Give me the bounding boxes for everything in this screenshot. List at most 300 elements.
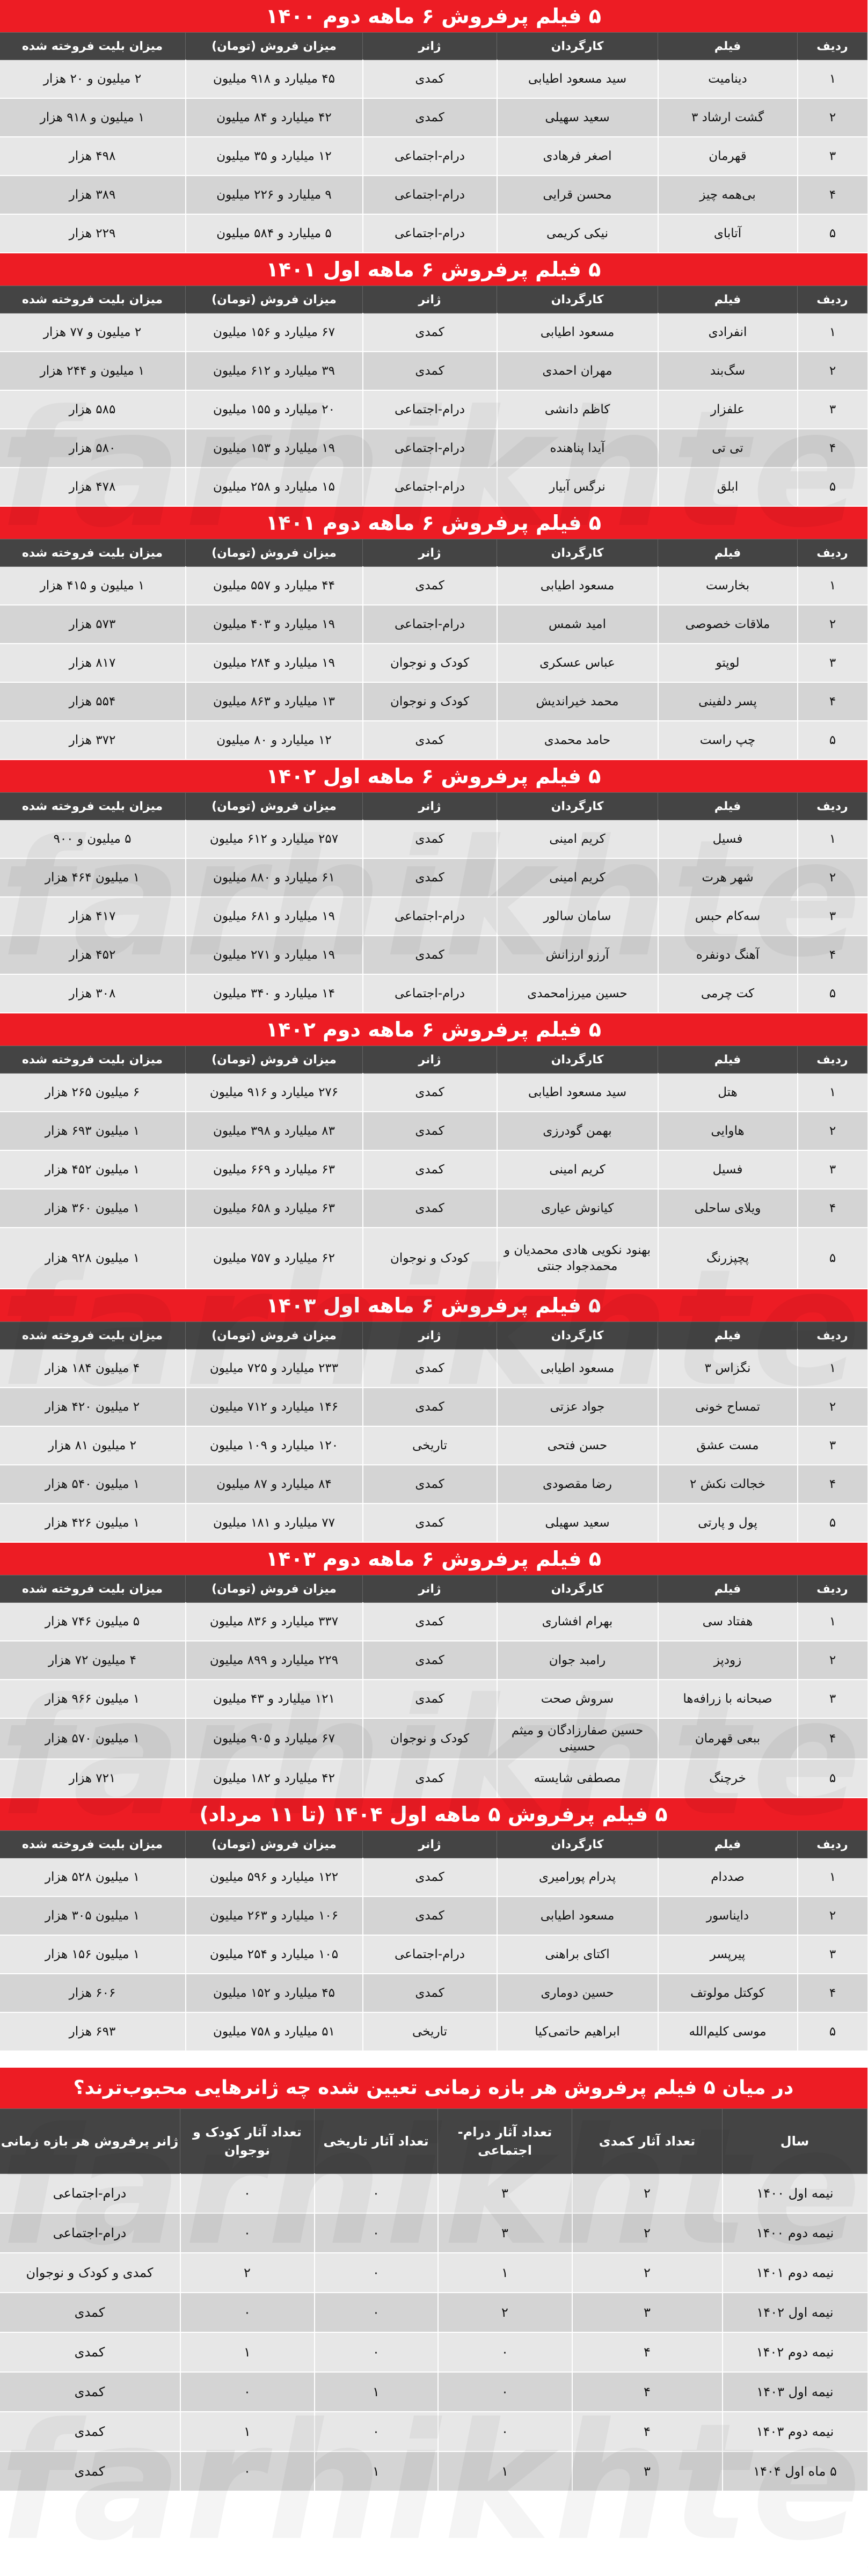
table-cell: حامد محمدی [498,721,659,760]
table-cell: حسن فتحی [498,1426,659,1465]
summary-cell: ۲ [181,2253,315,2293]
table-cell: درام-اجتماعی [363,974,498,1013]
summary-cell: ۰ [439,2332,573,2372]
table-cell: ۲ [798,605,868,644]
table-cell: ۲ میلیون و ۷۷ هزار [0,313,186,352]
table-row [0,682,868,721]
table-cell: ۵ [798,721,868,760]
table-cell: صبحانه با زرافه‌ها [659,1680,798,1718]
summary-cell: ۳ [573,2451,723,2491]
table-cell: رضا مقصودی [498,1465,659,1504]
summary-column-header: تعداد آثار درام-اجتماعی [439,2109,573,2174]
table-row [0,1388,868,1426]
table-cell: ۱ میلیون و ۴۱۵ هزار [0,567,186,605]
summary-column-header: سال [723,2109,868,2174]
table-cell: درام-اجتماعی [363,897,498,936]
table-cell: بهمن گودرزی [498,1112,659,1150]
column-header: ژانر [363,1322,498,1349]
summary-row [0,2253,868,2293]
summary-cell: درام-اجتماعی [0,2174,181,2214]
table-cell: ۱ [798,1858,868,1897]
column-header: ردیف [798,33,868,60]
summary-cell: ۰ [315,2174,439,2214]
table-cell: کمدی [363,1112,498,1150]
table-cell: ۵ [798,1504,868,1542]
table-cell: ۱۹ میلیارد و ۱۵۳ میلیون [186,429,363,468]
table-cell: قهرمان [659,137,798,176]
column-header: کارگردان [498,1575,659,1603]
table-row [0,721,868,760]
table-row [0,1935,868,1974]
summary-column-header: تعداد آثار کودک و نوجوان [181,2109,315,2174]
table-cell: تی تی [659,429,798,468]
section-title: ۵ فیلم پرفروش ۶ ماهه اول ۱۴۰۲ [0,760,868,792]
section-title: ۵ فیلم پرفروش ۶ ماهه دوم ۱۴۰۳ [0,1543,868,1575]
table-row [0,98,868,137]
table-cell: ۳ [798,1935,868,1974]
table-row [0,820,868,859]
column-header: میزان فروش (تومان) [186,1831,363,1858]
table-cell: پدرام پورامیری [498,1858,659,1897]
column-header: فیلم [659,793,798,820]
table-cell: ۶۹۳ هزار [0,2012,186,2051]
table-cell: پسر دلفینی [659,682,798,721]
table-cell: سروش صحت [498,1680,659,1718]
table-cell: ۱ میلیون ۶۹۳ هزار [0,1112,186,1150]
gap [0,2052,868,2068]
table-cell: ۳ [798,137,868,176]
summary-cell: ۲ [573,2253,723,2293]
table-cell: کودک و نوجوان [363,644,498,682]
column-header: ژانر [363,1575,498,1603]
column-header: میزان فروش (تومان) [186,1322,363,1349]
table-cell: کریم امینی [498,820,659,859]
column-header: میزان فروش (تومان) [186,1575,363,1603]
table-cell: ملاقات خصوصی [659,605,798,644]
table-row [0,2012,868,2051]
table-cell: ۵ [798,2012,868,2051]
summary-cell: ۰ [315,2293,439,2332]
table-cell: ۱۰۵ میلیارد و ۲۵۴ میلیون [186,1935,363,1974]
sales-section [0,1289,868,1543]
column-header: کارگردان [498,539,659,567]
sales-section [0,1543,868,1798]
table-cell: علفزار [659,390,798,429]
table-row [0,1074,868,1112]
table-cell: رامبد جوان [498,1641,659,1680]
summary-row [0,2213,868,2253]
column-header: کارگردان [498,286,659,313]
table-cell: ۱۴۶ میلیارد و ۷۱۲ میلیون [186,1388,363,1426]
table-cell: ۶۳ میلیارد و ۶۶۹ میلیون [186,1150,363,1189]
table-cell: ۴ [798,429,868,468]
table-row [0,390,868,429]
summary-table [0,2108,868,2492]
column-header: میزان فروش (تومان) [186,1046,363,1074]
table-cell: ۶۳ میلیارد و ۶۵۸ میلیون [186,1189,363,1228]
table-cell: ۸۳ میلیارد و ۳۹۸ میلیون [186,1112,363,1150]
table-cell: ۳۰۸ هزار [0,974,186,1013]
table-cell: دینامیت [659,60,798,99]
table-row [0,644,868,682]
table-row [0,1228,868,1289]
table-row [0,1189,868,1228]
summary-row [0,2412,868,2451]
table-cell: درام-اجتماعی [363,468,498,506]
table-cell: ۴۵ میلیارد و ۹۱۸ میلیون [186,60,363,99]
table-cell: خرچنگ [659,1759,798,1798]
table-cell: سید مسعود اطیابی [498,60,659,99]
section-title: ۵ فیلم پرفروش ۵ ماهه اول ۱۴۰۴ (تا ۱۱ مرداد) [0,1798,868,1830]
table-row [0,352,868,390]
table-cell: درام-اجتماعی [363,137,498,176]
sales-section [0,760,868,1013]
table-cell: درام-اجتماعی [363,605,498,644]
table-cell: ۶۷ میلیارد و ۹۰۵ میلیون [186,1718,363,1759]
column-header: ژانر [363,286,498,313]
table-cell: کمدی [363,1896,498,1935]
table-cell: کمدی [363,1759,498,1798]
table-cell: ویلای ساحلی [659,1189,798,1228]
table-row [0,858,868,897]
table-cell: ۴۵ میلیارد و ۱۵۲ میلیون [186,1974,363,2012]
table-cell: کمدی [363,567,498,605]
summary-cell: ۰ [181,2451,315,2491]
table-cell: ببعی قهرمان [659,1718,798,1759]
column-header: ژانر [363,1831,498,1858]
table-cell: ابلق [659,468,798,506]
table-cell: ۴ [798,1718,868,1759]
sales-section [0,1013,868,1289]
table-row [0,1718,868,1759]
table-cell: ۹ میلیارد و ۲۲۶ میلیون [186,176,363,214]
table-cell: ۱ میلیون ۴۶۴ هزار [0,858,186,897]
table-cell: ۵ میلیون ۷۴۶ هزار [0,1603,186,1641]
table-cell: ۱ [798,1074,868,1112]
table-cell: زودپز [659,1641,798,1680]
summary-cell: ۰ [439,2372,573,2412]
table-cell: ۱۹ میلیارد و ۲۸۴ میلیون [186,644,363,682]
summary-column-header: تعداد آثار تاریخی [315,2109,439,2174]
table-cell: آیدا پناهنده [498,429,659,468]
table-cell: تمساح خونی [659,1388,798,1426]
table-cell: ۳۷۲ هزار [0,721,186,760]
table-cell: کمدی [363,820,498,859]
table-cell: ۷۷ میلیارد و ۱۸۱ میلیون [186,1504,363,1542]
table-row [0,1150,868,1189]
table-cell: ۱ میلیون ۵۷۰ هزار [0,1718,186,1759]
table-cell: ۸۱۷ هزار [0,644,186,682]
section-title: ۵ فیلم پرفروش ۶ ماهه دوم ۱۴۰۱ [0,507,868,539]
table-cell: ۵۸۵ هزار [0,390,186,429]
table-cell: ۲ [798,352,868,390]
table-cell: نرگس آبیار [498,468,659,506]
table-row [0,176,868,214]
summary-cell: ۱ [315,2451,439,2491]
table-cell: ۴۲ میلیارد و ۱۸۲ میلیون [186,1759,363,1798]
table-cell: ۳ [798,1680,868,1718]
table-cell: بهنود نکویی هادی محمدیان و محمدجواد جنتی [498,1228,659,1289]
table-cell: کودک و نوجوان [363,1228,498,1289]
table-cell: درام-اجتماعی [363,1935,498,1974]
table-cell: ۱۵ میلیارد و ۲۵۸ میلیون [186,468,363,506]
table-cell: ۴ [798,682,868,721]
summary-column-header: تعداد آثار کمدی [573,2109,723,2174]
section-title: ۵ فیلم پرفروش ۶ ماهه دوم ۱۴۰۰ [0,0,868,32]
table-cell: ۶۷ میلیارد و ۱۵۶ میلیون [186,313,363,352]
table-cell: ۱ [798,313,868,352]
summary-cell: ۵ ماه اول ۱۴۰۴ [723,2451,868,2491]
table-cell: هفتاد سی [659,1603,798,1641]
table-row [0,1759,868,1798]
table-cell: پول و پارتی [659,1504,798,1542]
table-row [0,1426,868,1465]
table-cell: سید مسعود اطیابی [498,1074,659,1112]
table-cell: ۱ میلیون ۵۴۰ هزار [0,1465,186,1504]
table-cell: دایناسور [659,1896,798,1935]
table-cell: ۵ [798,974,868,1013]
table-cell: کمدی [363,1388,498,1426]
column-header: فیلم [659,1322,798,1349]
table-cell: ۱ میلیون ۳۶۰ هزار [0,1189,186,1228]
table-cell: ۱ میلیون ۴۵۲ هزار [0,1150,186,1189]
summary-column-header: ژانر پرفروش هر بازه زمانی [0,2109,181,2174]
table-cell: ۲۲۹ میلیارد و ۸۹۹ میلیون [186,1641,363,1680]
summary-cell: ۱ [181,2332,315,2372]
table-cell: ۵ میلیون و ۹۰۰ [0,820,186,859]
summary-cell: ۰ [181,2174,315,2214]
table-cell: اصغر فرهادی [498,137,659,176]
table-cell: مصطفی شایسته [498,1759,659,1798]
table-cell: ۴ [798,1189,868,1228]
table-cell: تاریخی [363,1426,498,1465]
table-cell: کمدی [363,936,498,974]
summary-cell: ۲ [573,2174,723,2214]
summary-row [0,2293,868,2332]
table-cell: کمدی [363,1603,498,1641]
table-cell: ۳۳۷ میلیارد و ۸۳۶ میلیون [186,1603,363,1641]
summary-cell: درام-اجتماعی [0,2213,181,2253]
table-cell: ۲ [798,858,868,897]
summary-cell: ۲ [439,2293,573,2332]
table-cell: موسی کلیم‌الله [659,2012,798,2051]
table-cell: کمدی [363,352,498,390]
table-cell: کمدی [363,1074,498,1112]
summary-cell: نیمه اول ۱۴۰۳ [723,2372,868,2412]
table-cell: صددام [659,1858,798,1897]
column-header: ژانر [363,33,498,60]
table-cell: ۱۹ میلیارد و ۲۷۱ میلیون [186,936,363,974]
table-cell: ۱۴ میلیارد و ۳۴۰ میلیون [186,974,363,1013]
table-cell: حسین دوماری [498,1974,659,2012]
table-cell: ۵ [798,468,868,506]
summary-cell: ۲ [573,2213,723,2253]
table-cell: ۳۸۹ هزار [0,176,186,214]
table-cell: ۱۳ میلیارد و ۸۶۳ میلیون [186,682,363,721]
table-cell: ۶۱ میلیارد و ۸۸۰ میلیون [186,858,363,897]
table-cell: کمدی [363,313,498,352]
sales-table [0,1046,868,1289]
table-cell: ۲ [798,1896,868,1935]
sales-table [0,1830,868,2052]
table-cell: ۴۵۲ هزار [0,936,186,974]
section-title: ۵ فیلم پرفروش ۶ ماهه دوم ۱۴۰۲ [0,1013,868,1046]
summary-cell: ۴ [573,2332,723,2372]
table-row [0,214,868,253]
summary-cell: کمدی و کودک و نوجوان [0,2253,181,2293]
summary-cell: ۰ [181,2372,315,2412]
sales-section [0,253,868,507]
column-header: فیلم [659,286,798,313]
column-header: فیلم [659,33,798,60]
table-cell: مسعود اطیابی [498,313,659,352]
table-cell: مست عشق [659,1426,798,1465]
table-cell: ۱ میلیون و ۲۴۴ هزار [0,352,186,390]
table-cell: کمدی [363,98,498,137]
table-cell: کمدی [363,858,498,897]
table-cell: ۵ [798,1759,868,1798]
column-header: میزان بلیت فروخته شده [0,793,186,820]
table-cell: ۵ میلیارد و ۵۸۴ میلیون [186,214,363,253]
table-cell: ۵ [798,214,868,253]
column-header: کارگردان [498,1831,659,1858]
column-header: ردیف [798,1575,868,1603]
table-cell: ۴ [798,1465,868,1504]
table-cell: ۱ میلیون ۵۲۸ هزار [0,1858,186,1897]
table-row [0,1112,868,1150]
column-header: کارگردان [498,1322,659,1349]
column-header: میزان بلیت فروخته شده [0,539,186,567]
sales-section [0,0,868,253]
summary-cell: ۰ [315,2213,439,2253]
table-cell: حسین صفارزادگان و میثم حسینی [498,1718,659,1759]
table-row [0,60,868,99]
column-header: کارگردان [498,1046,659,1074]
table-cell: ۲۰ میلیارد و ۱۵۵ میلیون [186,390,363,429]
summary-cell: کمدی [0,2451,181,2491]
column-header: ژانر [363,539,498,567]
table-cell: مسعود اطیابی [498,567,659,605]
sales-table [0,539,868,760]
table-row [0,1680,868,1718]
column-header: ردیف [798,1046,868,1074]
table-cell: کمدی [363,1858,498,1897]
table-cell: ۱ [798,567,868,605]
summary-cell: ۳ [439,2213,573,2253]
table-cell: ۵۵۴ هزار [0,682,186,721]
section-title: ۵ فیلم پرفروش ۶ ماهه اول ۱۴۰۳ [0,1289,868,1322]
summary-cell: نیمه اول ۱۴۰۲ [723,2293,868,2332]
table-cell: حسین میرزامحمدی [498,974,659,1013]
table-cell: آرزو ارزانش [498,936,659,974]
table-row [0,1349,868,1388]
table-cell: بخارست [659,567,798,605]
table-cell: ۶۲ میلیارد و ۷۵۷ میلیون [186,1228,363,1289]
table-cell: ۲ [798,98,868,137]
table-cell: ۱۲۱ میلیارد و ۴۳ میلیون [186,1680,363,1718]
table-cell: آتابای [659,214,798,253]
summary-cell: ۱ [315,2372,439,2412]
table-cell: ۱۲۰ میلیارد و ۱۰۹ میلیون [186,1426,363,1465]
table-cell: آهنگ دونفره [659,936,798,974]
table-cell: ۱۲۲ میلیارد و ۵۹۶ میلیون [186,1858,363,1897]
table-cell: کیانوش عیاری [498,1189,659,1228]
table-cell: ۱۹ میلیارد و ۶۸۱ میلیون [186,897,363,936]
table-row [0,1974,868,2012]
table-cell: ۴ میلیون ۷۲ هزار [0,1641,186,1680]
table-cell: ۳ [798,1150,868,1189]
table-cell: ۱ میلیون ۳۰۵ هزار [0,1896,186,1935]
genre-summary [0,2068,868,2492]
summary-cell: کمدی [0,2332,181,2372]
table-cell: ۷۲۱ هزار [0,1759,186,1798]
table-row [0,468,868,506]
table-cell: هتل [659,1074,798,1112]
table-row [0,313,868,352]
table-row [0,1603,868,1641]
table-cell: کاظم دانشی [498,390,659,429]
table-cell: کمدی [363,1150,498,1189]
summary-cell: نیمه دوم ۱۴۰۰ [723,2213,868,2253]
table-row [0,567,868,605]
table-cell: ۱ میلیون ۴۲۶ هزار [0,1504,186,1542]
column-header: فیلم [659,1046,798,1074]
table-cell: ۴ [798,1974,868,2012]
table-cell: نیکی کریمی [498,214,659,253]
table-cell: ۲ میلیون و ۲۰ هزار [0,60,186,99]
table-cell: پیرپسر [659,1935,798,1974]
table-cell: شهر هرت [659,858,798,897]
table-cell: ۱۲ میلیارد و ۸۰ میلیون [186,721,363,760]
column-header: ژانر [363,1046,498,1074]
table-cell: عباس عسکری [498,644,659,682]
table-cell: هاوایی [659,1112,798,1150]
summary-cell: ۰ [315,2412,439,2451]
column-header: میزان بلیت فروخته شده [0,33,186,60]
summary-cell: نیمه دوم ۱۴۰۲ [723,2332,868,2372]
table-row [0,605,868,644]
table-cell: ۲ میلیون ۸۱ هزار [0,1426,186,1465]
column-header: کارگردان [498,793,659,820]
table-cell: پچپزرنگ [659,1228,798,1289]
table-cell: ۱ میلیون ۹۶۶ هزار [0,1680,186,1718]
table-cell: ۳ [798,390,868,429]
table-cell: ۱ [798,1603,868,1641]
table-cell: انفرادی [659,313,798,352]
table-cell: کمدی [363,1465,498,1504]
table-cell: ۳۹ میلیارد و ۶۱۲ میلیون [186,352,363,390]
table-cell: ۵۷۳ هزار [0,605,186,644]
summary-cell: ۳ [439,2174,573,2214]
table-cell: محمد خیراندیش [498,682,659,721]
summary-row [0,2372,868,2412]
table-cell: ۴۲ میلیارد و ۸۴ میلیون [186,98,363,137]
sales-section [0,1798,868,2052]
table-cell: بی‌همه چیز [659,176,798,214]
summary-row [0,2332,868,2372]
table-cell: ۵۱ میلیارد و ۷۵۸ میلیون [186,2012,363,2051]
column-header: میزان بلیت فروخته شده [0,1322,186,1349]
summary-cell: کمدی [0,2372,181,2412]
table-cell: ۴ [798,936,868,974]
sales-table [0,792,868,1013]
table-cell: کوکتل مولوتف [659,1974,798,2012]
table-cell: ۲ [798,1388,868,1426]
table-cell: لوپتو [659,644,798,682]
table-cell: کودک و نوجوان [363,1718,498,1759]
summary-cell: کمدی [0,2293,181,2332]
table-cell: ۱۹ میلیارد و ۴۰۳ میلیون [186,605,363,644]
